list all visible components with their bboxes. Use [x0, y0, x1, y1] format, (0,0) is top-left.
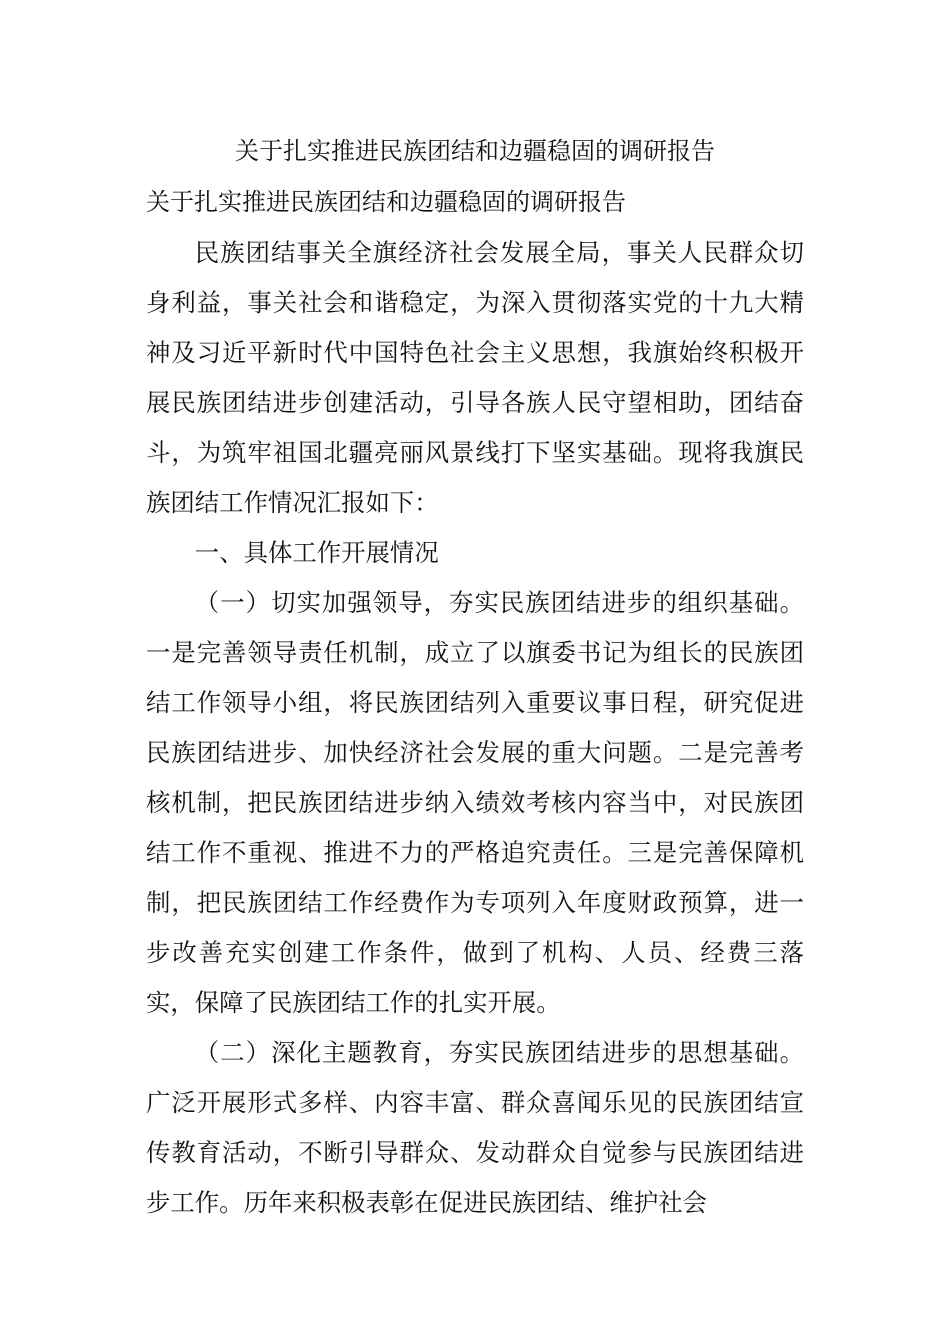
section-heading: 一、具体工作开展情况 [194, 538, 439, 567]
paragraph-leadership: （一）切实加强领导，夯实民族团结进步的组织基础。一是完善领导责任机制，成立了以旗委书记为组长的民族团结工作领导小组，将民族团结列入重要议事日程，研究促进民族团结进步、加快经济社会发展的重大问题。二是完善考核机制，把民族团结进步纳入绩效考核内容当中，对民族团结工作不重视、推进不力的严格追究责任。三是完善保障机制，把民族团结工作经费作为专项列入年度财政预算，进一步改善充实创建工作条件，做到了机构、人员、经费三落实，保障了民族团结工作的扎实开展。 [146, 588, 804, 1017]
document-title: 关于扎实推进民族团结和边疆稳固的调研报告 [235, 137, 715, 165]
paragraph-education: （二）深化主题教育，夯实民族团结进步的思想基础。广泛开展形式多样、内容丰富、群众喜闻乐见的民族团结宣传教育活动，不断引导群众、发动群众自觉参与民族团结进步工作。历年来积极表彰在促进民族团结、维护社会 [146, 1038, 804, 1217]
document-subtitle: 关于扎实推进民族团结和边疆稳固的调研报告 [146, 188, 626, 216]
document-body [146, 228, 804, 1228]
intro-paragraph: 民族团结事关全旗经济社会发展全局，事关人民群众切身利益，事关社会和谐稳定，为深入贯彻落实党的十九大精神及习近平新时代中国特色社会主义思想，我旗始终积极开展民族团结进步创建活动，引导各族人民守望相助，团结奋斗，为筑牢祖国北疆亮丽风景线打下坚实基础。现将我旗民族团结工作情况汇报如下： [146, 238, 804, 517]
